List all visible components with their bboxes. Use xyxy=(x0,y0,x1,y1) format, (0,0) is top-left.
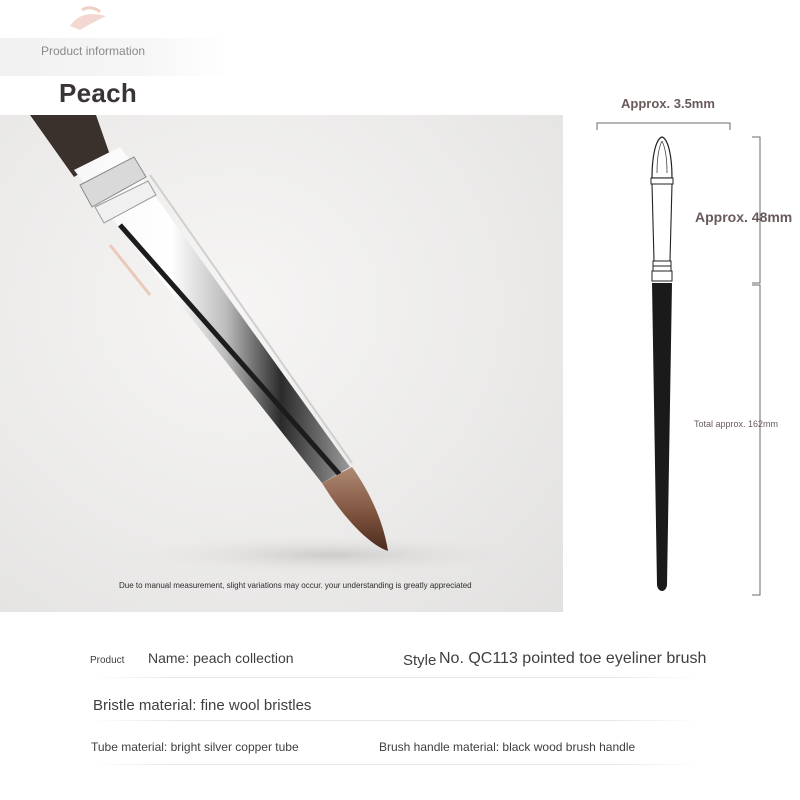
brand-mark-icon xyxy=(60,0,120,34)
measurement-disclaimer: Due to manual measurement, slight variations may occur. your understanding is greatly appreciated xyxy=(119,581,472,590)
style-tag: Style xyxy=(403,652,437,669)
product-tag: Product xyxy=(90,655,125,666)
width-dimension-label: Approx. 3.5mm xyxy=(621,96,715,111)
divider xyxy=(90,720,700,721)
section-label: Product information xyxy=(41,44,146,58)
handle-material: Brush handle material: black wood brush handle xyxy=(379,740,636,754)
divider xyxy=(90,677,700,678)
total-length-label: Total approx. 162mm xyxy=(694,419,779,429)
dimension-diagram xyxy=(590,115,793,605)
divider xyxy=(90,764,700,765)
product-style: No. QC113 pointed toe eyeliner brush xyxy=(439,650,707,667)
product-photo xyxy=(0,115,563,612)
product-title: Peach xyxy=(59,78,138,108)
head-length-label: Approx. 48mm xyxy=(695,209,793,225)
product-name: Name: peach collection xyxy=(148,650,294,666)
brush-photo-illustration xyxy=(0,115,563,612)
bristle-material: Bristle material: fine wool bristles xyxy=(93,697,312,714)
tube-material: Tube material: bright silver copper tube xyxy=(91,740,299,754)
